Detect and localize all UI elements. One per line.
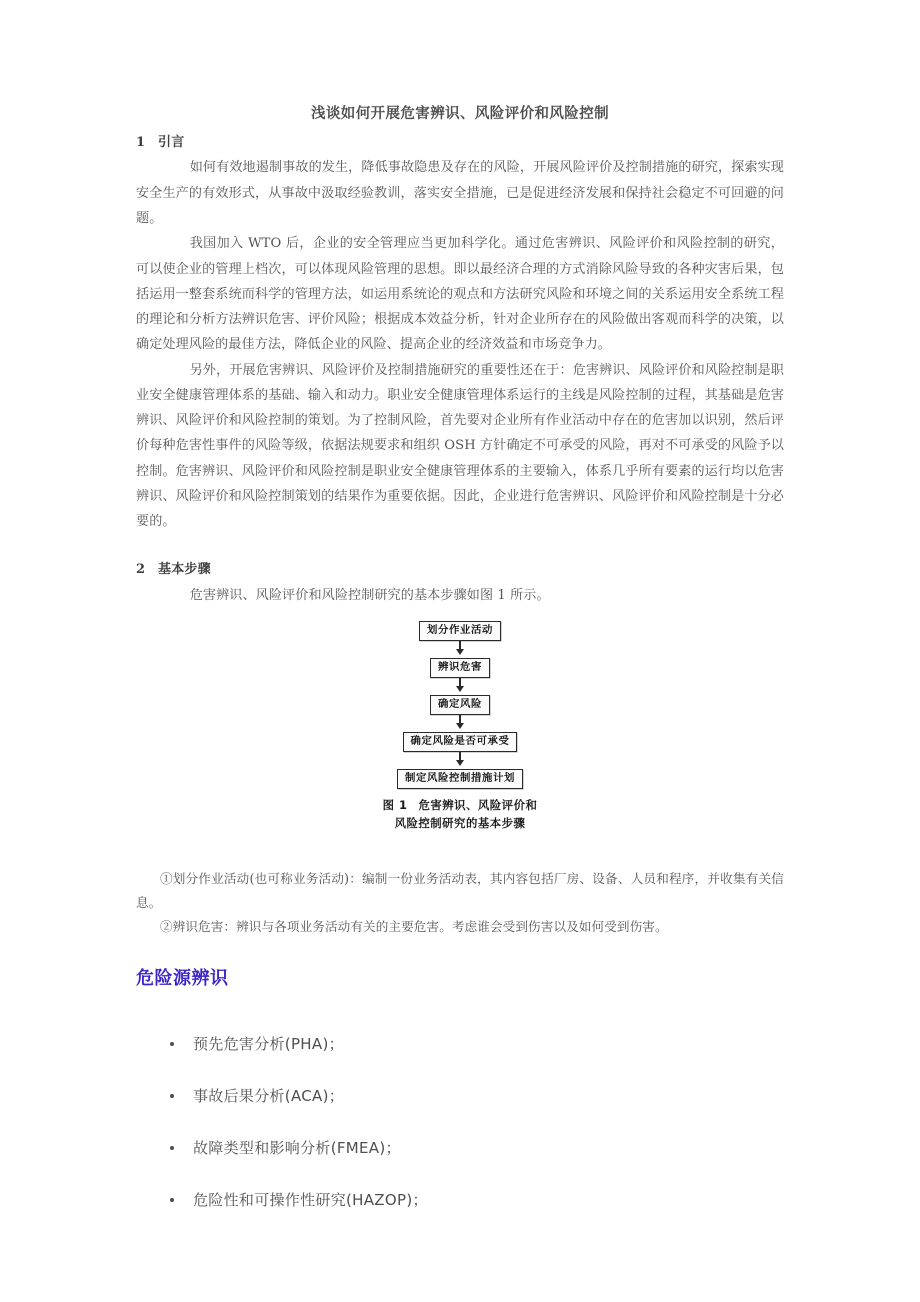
flow-box-2: 辨识危害 (430, 658, 490, 678)
notes-list (136, 867, 784, 940)
note-item-2: ②辨识危害：辨识与各项业务活动有关的主要危害。考虑谁会受到伤害以及如何受到伤害。 (159, 919, 668, 935)
section-title-2: 基本步骤 (158, 562, 211, 578)
flow-box-1: 划分作业活动 (419, 621, 501, 641)
bullet-dot-icon (170, 1094, 174, 1098)
flow-arrow-1 (365, 641, 555, 655)
figure-1 (365, 618, 555, 833)
list-item-label: 事故后果分析(ACA)； (193, 1086, 345, 1105)
figure-number: 图 1 (382, 797, 408, 812)
bullet-dot-icon (170, 1146, 174, 1150)
method-bullet-list (136, 1034, 784, 1211)
list-item (136, 1190, 784, 1211)
document-content (136, 104, 784, 1242)
section-number-2: 2 (136, 562, 146, 578)
note-item-1: ①划分作业活动(也可称业务活动)：编制一份业务活动表，其内容包括厂房、设备、人员和程序，并收集有关信息。 (136, 870, 784, 910)
flow-box-4: 确定风险是否可承受 (403, 732, 518, 752)
figure-caption-line2: 风险控制研究的基本步骤 (394, 816, 526, 831)
flow-arrow-2 (365, 678, 555, 692)
section-number-1: 1 (136, 135, 146, 151)
list-item (136, 1086, 784, 1107)
figure-caption (365, 796, 555, 833)
paragraph-2-1: 危害辨识、风险评价和风险控制研究的基本步骤如图 1 所示。 (189, 587, 550, 603)
flow-arrow-4 (365, 752, 555, 766)
list-item-label: 危险性和可操作性研究(HAZOP)； (193, 1190, 428, 1209)
section-title-1: 引言 (158, 135, 185, 151)
list-item (136, 1034, 784, 1055)
bullet-dot-icon (170, 1198, 174, 1202)
paragraph-1-2: 我国加入 WTO 后，企业的安全管理应当更加科学化。通过危害辨识、风险评价和风险控制的研究，可以使企业的管理上档次，可以体现风险管理的思想。即以最经济合理的方式消除风险导致的各种灾害后果，包括运用一整套系统而科学的管理方法，如运用系统论的观点和方法研究风险和环境之间的关系运用安全系统工程的理论和分析方法辨识危害、评价风险；根据成本效益分析，针对企业所存在的风险做出客观而科学的决策，以确定处理风险的最佳方法，降低企业的风险、提高企业的经济效益和市场竞争力。 (136, 236, 784, 353)
section-heading-1 (136, 133, 784, 153)
flow-arrow-3 (365, 715, 555, 729)
bullet-dot-icon (170, 1042, 174, 1046)
paragraph-1-1: 如何有效地遏制事故的发生，降低事故隐患及存在的风险，开展风险评价及控制措施的研究，探索实现安全生产的有效形式，从事故中汲取经验教训，落实安全措施，已是促进经济发展和保持社会稳定不可回避的问题。 (136, 160, 784, 226)
page-title: 浅谈如何开展危害辨识、风险评价和风险控制 (311, 105, 609, 122)
figure-caption-line1 (365, 796, 555, 814)
flowchart (365, 618, 555, 789)
list-item-label: 预先危害分析(PHA)； (193, 1034, 344, 1053)
figure-caption-text1: 危害辨识、风险评价和 (418, 797, 538, 812)
flow-box-5: 制定风险控制措施计划 (397, 769, 523, 789)
section-heading-2 (136, 560, 784, 580)
flow-box-3: 确定风险 (430, 695, 490, 715)
paragraph-1-3: 另外，开展危害辨识、风险评价及控制措施研究的重要性还在于：危害辨识、风险评价和风险控制是职业安全健康管理体系的基础、输入和动力。职业安全健康管理体系运行的主线是风险控制的过程，其基础是危害辨识、风险评价和风险控制的策划。为了控制风险，首先要对企业所有作业活动中存在的危害加以识别，然后评价每种危害性事件的风险等级，依据法规要求和组织 OSH 方针确定不可承受的风险，再对不可承受的风险予以控制。危害辨识、风险评价和风险控制是职业安全健康管理体系的主要输入，体系几乎所有要素的运行均以危害辨识、风险评价和风险控制策划的结果作为重要依据。因此，企业进行危害辨识、风险评价和风险控制是十分必要的。 (136, 362, 784, 530)
subheading-hazard-identification: 危险源辨识 (136, 968, 229, 990)
list-item (136, 1138, 784, 1159)
list-item-label: 故障类型和影响分析(FMEA)； (193, 1138, 401, 1157)
